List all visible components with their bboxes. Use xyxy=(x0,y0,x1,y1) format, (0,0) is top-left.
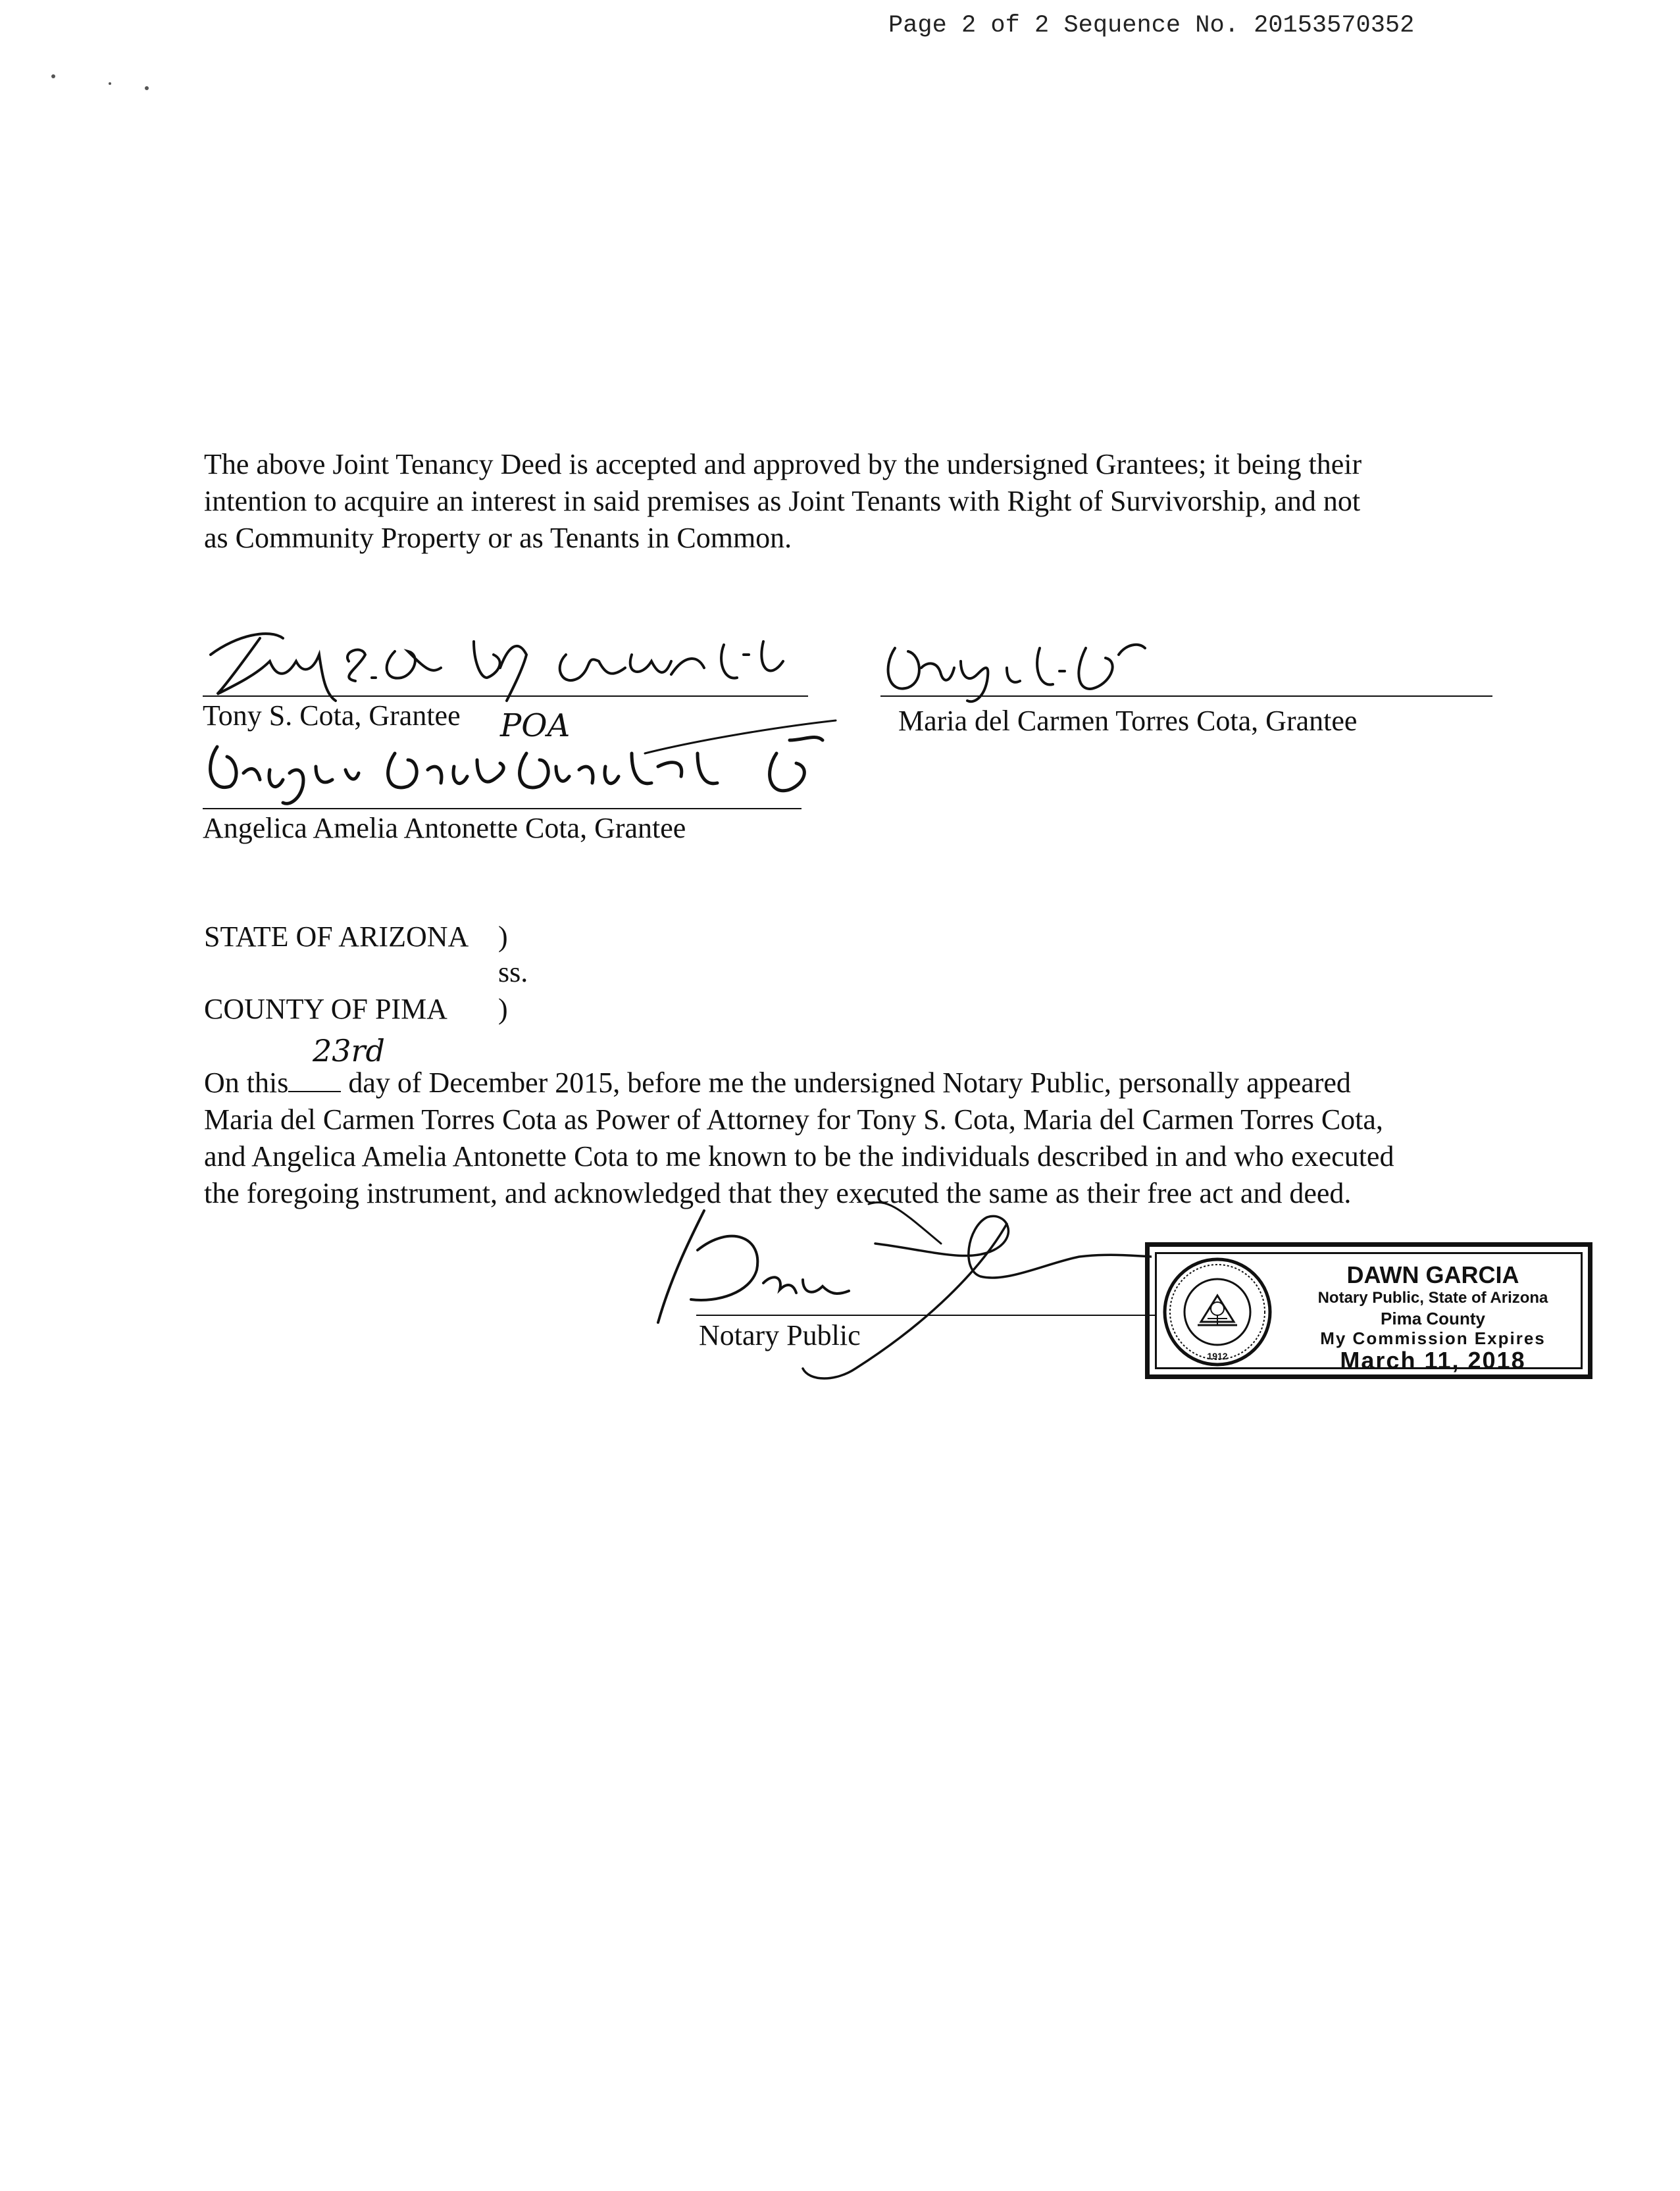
stamp-line-2: Pima County xyxy=(1381,1309,1485,1328)
acceptance-line-3: as Community Property or as Tenants in Common. xyxy=(204,522,792,554)
ack-prefix: On this xyxy=(204,1067,289,1099)
tony-cota-signature xyxy=(197,615,790,707)
scan-speck xyxy=(109,82,111,85)
poa-handwritten-mark: POA xyxy=(500,707,571,744)
angelica-cota-signature xyxy=(197,714,842,819)
page-sequence-header: Page 2 of 2 Sequence No. 20153570352 xyxy=(888,12,1415,39)
angelica-grantee-label: Angelica Amelia Antonette Cota, Grantee xyxy=(203,812,686,844)
venue-paren-top: ) xyxy=(498,920,508,953)
acknowledgment-line-4: the foregoing instrument, and acknowledged that they executed the same as their free act and deed. xyxy=(204,1177,1352,1209)
tony-signature-line xyxy=(203,695,808,697)
venue-ss: ss. xyxy=(498,956,528,988)
notary-public-label: Notary Public xyxy=(699,1319,861,1351)
day-blank xyxy=(288,1065,341,1092)
stamp-line-1: Notary Public, State of Arizona xyxy=(1317,1289,1548,1307)
notary-stamp xyxy=(1145,1242,1592,1379)
notary-signature xyxy=(651,1171,1152,1408)
stamp-expiration-date: March 11, 2018 xyxy=(1340,1347,1526,1374)
notary-signature-line xyxy=(696,1315,1157,1316)
ack-suffix: day of December 2015, before me the undersigned Notary Public, personally appeared xyxy=(341,1067,1351,1099)
venue-paren-bottom: ) xyxy=(498,993,508,1025)
acknowledgment-line-2: Maria del Carmen Torres Cota as Power of Attorney for Tony S. Cota, Maria del Carmen Torres Cota, xyxy=(204,1103,1383,1136)
scan-speck xyxy=(51,74,55,78)
day-handwritten: 23rd xyxy=(313,1033,385,1069)
acceptance-line-2: intention to acquire an interest in said premises as Joint Tenants with Right of Survivorship, and not xyxy=(204,485,1361,517)
seal-year: 1912 xyxy=(1207,1351,1228,1361)
maria-grantee-label: Maria del Carmen Torres Cota, Grantee xyxy=(898,705,1358,737)
angelica-signature-line xyxy=(203,808,802,809)
acknowledgment-line-3: and Angelica Amelia Antonette Cota to me known to be the individuals described in and who executed xyxy=(204,1140,1394,1172)
tony-grantee-label: Tony S. Cota, Grantee xyxy=(203,699,461,732)
maria-signature-line xyxy=(880,695,1492,697)
scan-speck xyxy=(145,86,149,90)
acknowledgment-line-1 xyxy=(204,1065,1351,1101)
stamp-line-3: My Commission Expires xyxy=(1320,1328,1546,1348)
stamp-name: DAWN GARCIA xyxy=(1346,1261,1519,1288)
venue-state: STATE OF ARIZONA xyxy=(204,920,469,953)
acceptance-line-1: The above Joint Tenancy Deed is accepted and approved by the undersigned Grantees; it being their xyxy=(204,448,1362,480)
venue-county: COUNTY OF PIMA xyxy=(204,993,447,1025)
maria-cota-signature xyxy=(875,622,1217,707)
